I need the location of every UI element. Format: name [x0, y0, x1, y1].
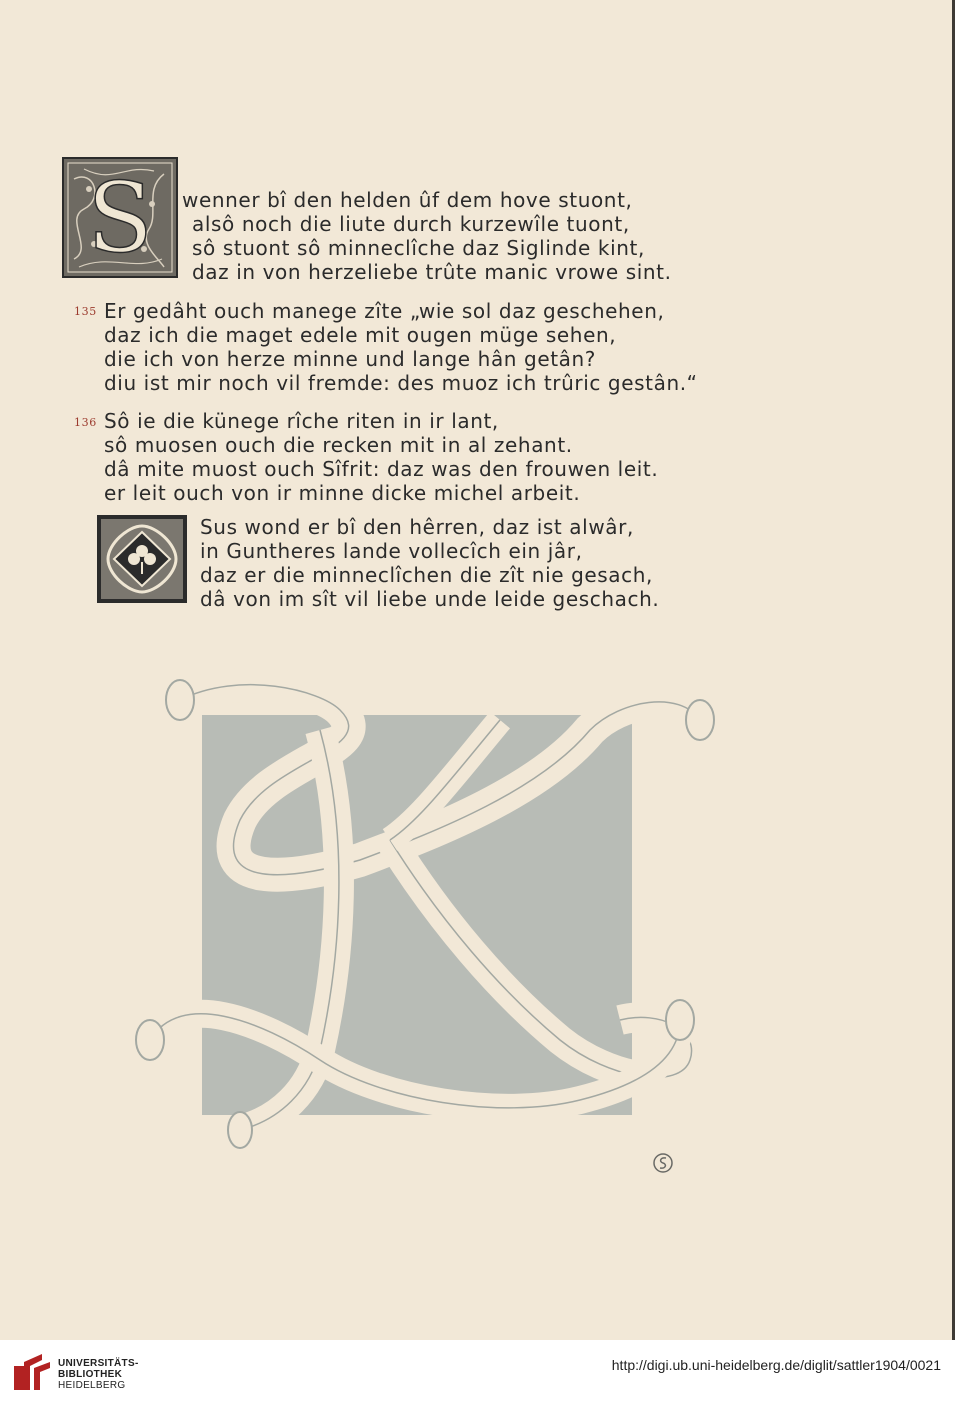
decorated-initial-s	[62, 157, 178, 278]
stanza135-line4: diu ist mir noch vil fremde: des muoz ich trûric gestân.“	[104, 371, 698, 395]
clover-heart-icon	[96, 514, 188, 604]
library-name-line2: BIBLIOTHEK	[58, 1369, 123, 1380]
verse-number-135: 135	[74, 305, 97, 318]
stanza136-line1: Sô ie die künege rîche riten in ir lant,	[104, 409, 499, 433]
library-name	[58, 1358, 139, 1391]
ribbon-monogram-icon	[120, 660, 720, 1170]
stanza1-line4: daz in von herzeliebe trûte manic vrowe sint.	[192, 260, 672, 284]
source-url-link[interactable]: http://digi.ub.uni-heidelberg.de/diglit/sattler1904/0021	[611, 1357, 941, 1373]
stanza136-line3: dâ mite muost ouch Sîfrit: daz was den frouwen leit.	[104, 457, 659, 481]
stanza137-line4: dâ von im sît vil liebe unde leide geschach.	[200, 587, 660, 611]
stanza137-line1: Sus wond er bî den hêrren, daz ist alwâr,	[200, 515, 634, 539]
stanza136-line4: er leit ouch von ir minne dicke michel arbeit.	[104, 481, 581, 505]
heart-ornament-box	[96, 514, 188, 604]
footer-bar	[0, 1340, 955, 1413]
verse-number-136: 136	[74, 416, 97, 429]
stanza1-line1: wenner bî den helden ûf dem hove stuont,	[182, 188, 633, 212]
stanza137-line3: daz er die minneclîchen die zît nie gesach,	[200, 563, 653, 587]
stanza135-line2: daz ich die maget edele mit ougen müge sehen,	[104, 323, 617, 347]
stanza1-line2: alsô noch die liute durch kurzewîle tuont,	[192, 212, 630, 236]
stanza1-line3: sô stuont sô minneclîche daz Siglinde kint,	[192, 236, 645, 260]
stanza135-line3: die ich von herze minne und lange hân getân?	[104, 347, 597, 371]
artist-signature-icon	[652, 1152, 674, 1174]
library-logo-icon	[12, 1352, 52, 1392]
initial-letter-text: S	[87, 162, 153, 274]
stanza137-line2: in Guntheres lande vollecîch ein jâr,	[200, 539, 583, 563]
ribbon-ornament-illustration	[120, 660, 720, 1170]
stanza136-line2: sô muosen ouch die recken mit in al zehant.	[104, 433, 573, 457]
library-name-line3: HEIDELBERG	[58, 1380, 126, 1391]
stanza135-line1: Er gedâht ouch manege zîte „wie sol daz geschehen,	[104, 299, 665, 323]
library-name-line1: UNIVERSITÄTS-	[58, 1358, 139, 1369]
vine-ornament-icon	[64, 159, 176, 276]
